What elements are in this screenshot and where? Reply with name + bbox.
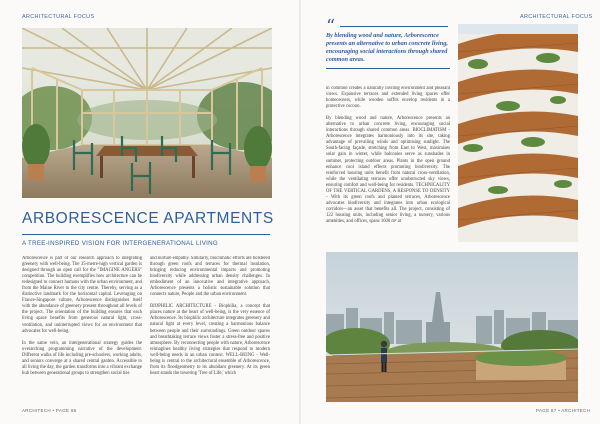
pull-quote: By blending wood and nature, Arborescence presents an alternative to urban concrete living, encouraging social interactions through shared common areas.: [326, 32, 448, 63]
headline-rule: [22, 234, 270, 235]
quote-rule-bottom: [326, 68, 450, 69]
rooftop-garden-photo: [326, 252, 578, 402]
body-column-1: [22, 256, 142, 396]
quote-rule-top: [340, 26, 448, 27]
article-headline: ARBORESCENCE APARTMENTS: [22, 210, 274, 227]
paragraph: and nurture empathy. Similarly, bioclimatic efforts are bolstered through green roofs and terraces for thermal insulation, bringing reducing environmental impacts and promoting biodiversity while addressing urban density challenges. In embodiment of an innovative and integrative approach, Arborescence presents a holistic sustainable solution that connects nature, People and the urban environment.: [150, 256, 270, 298]
paragraph: By blending wood and nature, Arborescence presents an alternative to urban concrete living, encouraging social interactions through shared common areas. BIOCLIMATISM - Arborescence integrates harmoniously into its site, taking advantage of prevailing winds and optimising sunlight. The South-facing façade, stretching from East to West, maximises solar gain in winter, while balconies serve as sunshades in summer, protecting outdoor areas. Plants in the open ground enhance cool island effects promoting biodiversity. The reinforced housing units benefit from natural cross-ventilation, while the ventilating terraces offer unobstructed sky views, ensuring comfort and well-being for residents. TECHNICALITY OF THE VERTICAL GARDENS, A RESPONSE TO DENSITY - With its green roofs and planted terraces, Arborescence advocates biodiversity and integrates into urban ecological corridors—an asset that benefits all. The project, consisting of 122 housing units, including senior living, a nursery, various amenities, and offices, spans 1600 m² at: [326, 116, 450, 224]
paragraph: in common creates a naturally inviting environment and pleasant views. Expansive terraces and extended living spaces offer homeowners, while wooden soffits envelop residents in a protective cocoon.: [326, 86, 450, 110]
body-column-3: [326, 86, 450, 244]
paragraph: BIOPHILIC ARCHITECTURE - Biophilia, a concept that places nature at the heart of well-being, is the very essence of Arborescence. Its biophilic architecture integrates greenery and natural light at every level, creating a harmonious balance between people and their surroundings. Green outdoor spaces and breathtaking terrace views foster a stress-free and positive atmosphere. By reconnecting people with nature, Arborescence reimagines healthy living strategies that respond to modern well-being needs in an urban context. WELL-BEING - Well-being is central to the architectural ensemble of Arborescence, from its floodgeometry to its abundant greenery. At its green heart stands the towering 'Tree of Life,' which: [150, 304, 270, 376]
folio-left: ARCHITECH • PAGE 86: [22, 408, 77, 413]
timber-balcony-photo: [458, 24, 578, 242]
conservatory-photo: [22, 28, 272, 198]
body-column-2: [150, 256, 270, 396]
running-head-right: ARCHITECTURAL FOCUS: [520, 14, 593, 20]
article-subhead: A TREE-INSPIRED VISION FOR INTERGENERATIONAL LIVING: [22, 240, 219, 247]
paragraph: Arborescence is part of our research approach to integrating greenery with well-being. The 35-metre-high vertical garden is designed through an open call for the "IMAGINE ANGERS" competition. The building exemplifies how architecture can be redesigned to connect humans with the urban environment, and from the Maine River to the city centre. Thereby, serving as a distinctive landmark for the horizontal capital. Leveraging on France-Singapore culture, Arborescence distinguishes itself with the abundance of greenery present throughout all levels of the project. The orientation of the building ensures that each living space benefits from generous natural light, cross-ventilation, and uninterrupted views for an environment that advocates for well-being.: [22, 256, 142, 334]
quote-mark-icon: “: [326, 16, 336, 37]
folio-right: PAGE 87 • ARCHITECH: [536, 408, 591, 413]
spine-gutter: [299, 0, 301, 424]
running-head-left: ARCHITECTURAL FOCUS: [22, 14, 95, 20]
paragraph: In the same vein, an intergenerational strategy guides the overarching programming narrative of the development. Different walks of life including pre-schoolers, working adults, and seniors converge at a shared central garden. Accessible to all living the day, the garden transforms into a vibrant exchange hub between generational groups to strengthen social ties: [22, 340, 142, 376]
